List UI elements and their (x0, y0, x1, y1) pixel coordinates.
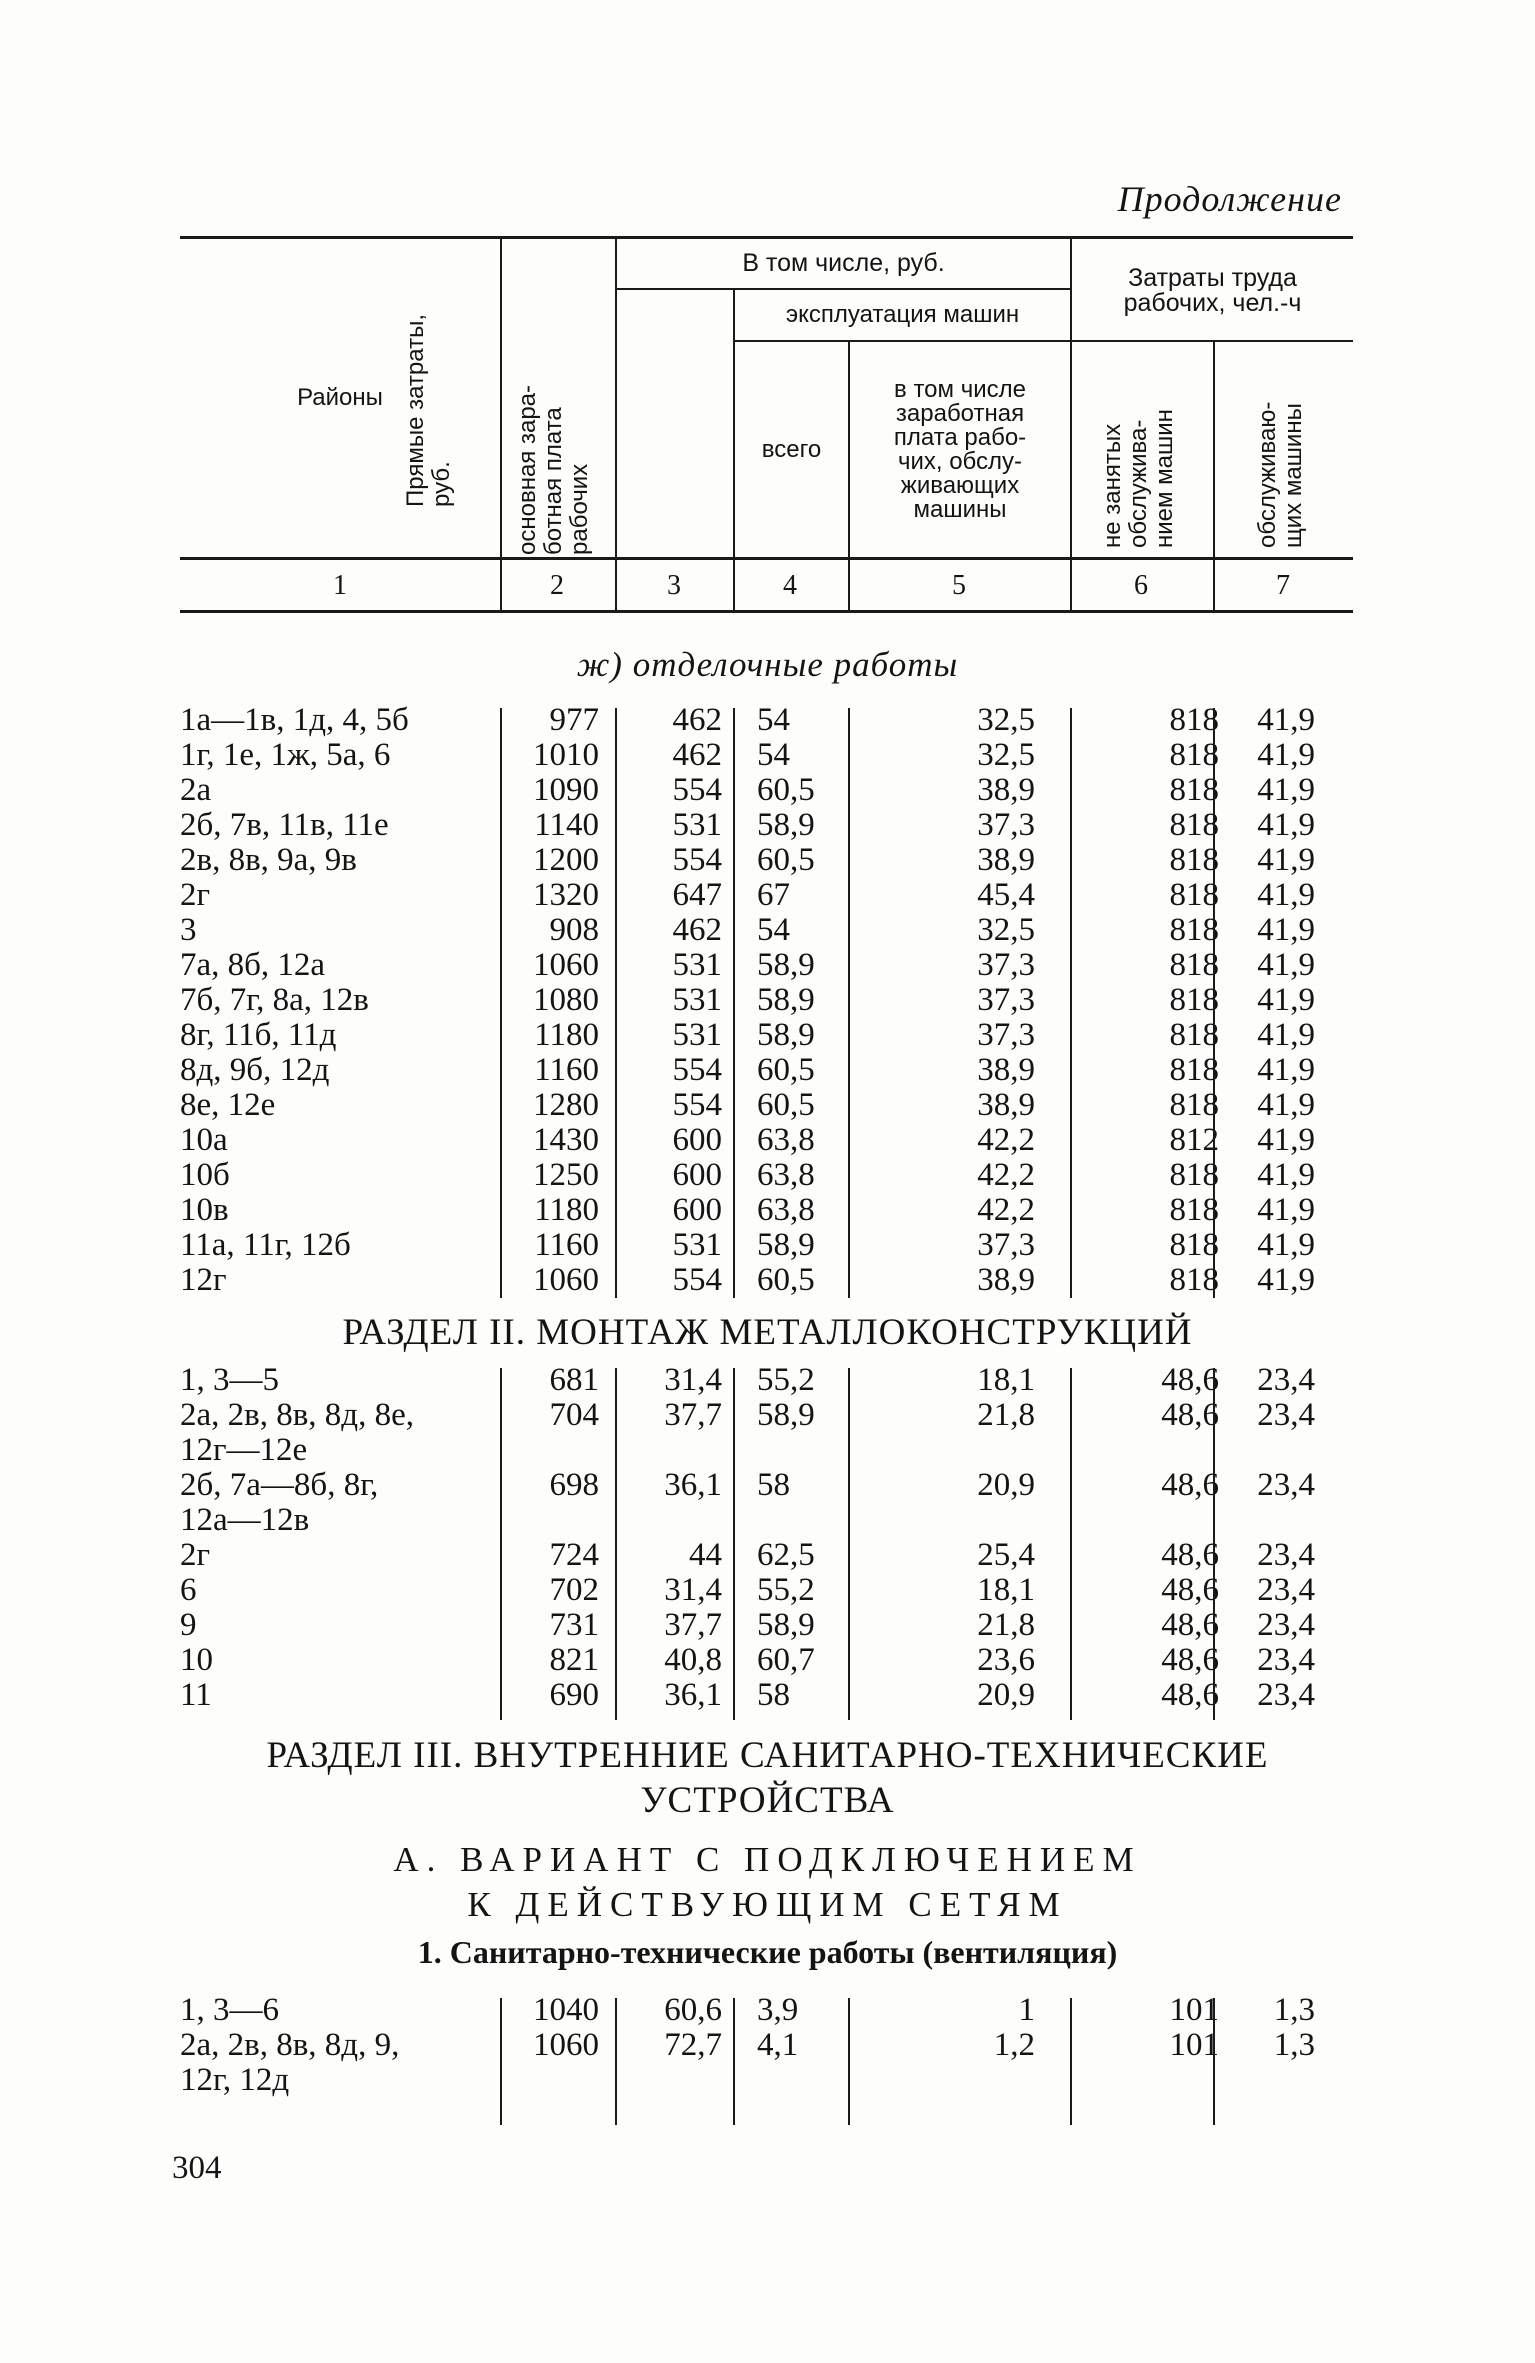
column-separator (500, 1368, 502, 1720)
header-labor (1072, 244, 1353, 338)
row-value-cell: 23,4 (1257, 1362, 1315, 1398)
row-region-cell: 10 (180, 1642, 213, 1678)
row-value-cell: 48,6 (1161, 1397, 1219, 1433)
row-value-cell: 731 (549, 1607, 599, 1643)
row-value-cell: 600 (672, 1157, 722, 1193)
variant-title-line: А. ВАРИАНТ С ПОДКЛЮЧЕНИЕМ (393, 1840, 1142, 1879)
row-value-cell: 48,6 (1161, 1537, 1219, 1573)
row-value-cell: 41,9 (1257, 1017, 1315, 1053)
row-value-cell: 818 (1169, 737, 1219, 773)
row-value-cell: 41,9 (1257, 912, 1315, 948)
header-col-machine-wage-line: живающих (900, 471, 1020, 499)
row-value-cell: 1280 (533, 1087, 599, 1123)
row-region-cell: 10б (180, 1157, 230, 1193)
row-value-cell: 531 (672, 982, 722, 1018)
row-value-cell: 41,9 (1257, 1087, 1315, 1123)
row-value-cell: 1080 (533, 982, 599, 1018)
row-value-cell: 818 (1169, 1227, 1219, 1263)
header-col-total-label: всего (761, 436, 822, 463)
row-value-cell: 42,2 (977, 1157, 1035, 1193)
header-col-machine-labor-line: обслуживаю- (1254, 401, 1281, 548)
subsection-title: 1. Санитарно-технические работы (вентиляция) (417, 1934, 1118, 1970)
row-region-cell: 10в (180, 1192, 229, 1228)
row-value-cell: 48,6 (1161, 1572, 1219, 1608)
row-value-cell: 41,9 (1257, 982, 1315, 1018)
header-col-machine-labor-line: щих машины (1280, 403, 1307, 548)
row-region-cell: 8г, 11б, 11д (180, 1017, 337, 1053)
header-bottom-rule (180, 557, 1353, 560)
row-value-cell: 38,9 (977, 1262, 1035, 1298)
header-in-total (617, 240, 1070, 286)
column-separator (1213, 1998, 1215, 2125)
row-region-cell: 2г (180, 1537, 211, 1573)
row-value-cell: 63,8 (757, 1157, 815, 1193)
row-region-cell: 1, 3—6 (180, 1992, 279, 2028)
column-number: 5 (952, 570, 966, 601)
row-region-cell: 12г—12е (180, 1432, 308, 1468)
row-region-cell: 2г (180, 877, 211, 913)
row-value-cell: 41,9 (1257, 772, 1315, 808)
row-region-cell: 12г, 12д (180, 2062, 290, 2098)
column-separator (1070, 1368, 1072, 1720)
row-value-cell: 818 (1169, 772, 1219, 808)
row-value-cell: 41,9 (1257, 877, 1315, 913)
row-value-cell: 38,9 (977, 1052, 1035, 1088)
row-value-cell: 18,1 (977, 1572, 1035, 1608)
header-col-total (735, 342, 848, 557)
row-value-cell: 531 (672, 807, 722, 843)
row-region-cell: 3 (180, 912, 197, 948)
row-value-cell: 818 (1169, 1262, 1219, 1298)
row-region-cell: 1г, 1е, 1ж, 5а, 6 (180, 737, 391, 773)
row-value-cell: 37,3 (977, 982, 1035, 1018)
row-value-cell: 37,3 (977, 1227, 1035, 1263)
row-value-cell: 23,4 (1257, 1537, 1315, 1573)
row-value-cell: 21,8 (977, 1607, 1035, 1643)
row-value-cell: 41,9 (1257, 1262, 1315, 1298)
row-value-cell: 58 (757, 1677, 790, 1713)
row-value-cell: 1060 (533, 947, 599, 983)
row-region-cell: 2б, 7в, 11в, 11е (180, 807, 389, 843)
row-value-cell: 1180 (534, 1017, 599, 1053)
header-divider (500, 238, 502, 610)
row-value-cell: 60,6 (664, 1992, 722, 2028)
row-value-cell: 58,9 (757, 1397, 815, 1433)
row-value-cell: 58,9 (757, 947, 815, 983)
row-value-cell: 23,4 (1257, 1677, 1315, 1713)
row-value-cell: 647 (672, 877, 722, 913)
row-value-cell: 818 (1169, 1087, 1219, 1123)
column-number: 1 (333, 570, 347, 601)
header-machine-ops-label: эксплуатация машин (785, 300, 1020, 328)
column-number: 6 (1134, 570, 1148, 601)
section-3-title (0, 1733, 1535, 1823)
row-region-cell: 12а—12в (180, 1502, 310, 1538)
column-number: 3 (667, 570, 681, 601)
column-separator (615, 1368, 617, 1720)
header-in-total-label: В том числе, руб. (742, 248, 945, 277)
row-value-cell: 818 (1169, 807, 1219, 843)
header-col-not-machine-line: нием машин (1151, 409, 1178, 548)
row-value-cell: 1090 (533, 772, 599, 808)
page-number: 304 (172, 2150, 222, 2186)
column-separator (500, 708, 502, 1298)
row-value-cell: 818 (1169, 702, 1219, 738)
row-value-cell: 531 (672, 1017, 722, 1053)
row-value-cell: 31,4 (664, 1572, 722, 1608)
row-value-cell: 36,1 (664, 1467, 722, 1503)
column-separator (1213, 1368, 1215, 1720)
row-value-cell: 23,4 (1257, 1397, 1315, 1433)
row-value-cell: 724 (549, 1537, 599, 1573)
row-value-cell: 1320 (533, 877, 599, 913)
row-value-cell: 1010 (533, 737, 599, 773)
header-col-machine-wage-line: машины (913, 495, 1007, 523)
column-separator (848, 1998, 850, 2125)
column-separator (615, 708, 617, 1298)
row-value-cell: 41,9 (1257, 702, 1315, 738)
header-col-machine-wage-line: в том числе (894, 375, 1026, 403)
row-value-cell: 58,9 (757, 807, 815, 843)
row-value-cell: 42,2 (977, 1122, 1035, 1158)
header-col-machine-wage-text (893, 375, 1027, 523)
row-value-cell: 41,9 (1257, 1227, 1315, 1263)
row-value-cell: 1060 (533, 1262, 599, 1298)
header-col-direct-costs-line: Прямые затраты, (402, 314, 429, 507)
row-value-cell: 101 (1169, 1992, 1219, 2028)
row-value-cell: 58 (757, 1467, 790, 1503)
row-value-cell: 1,3 (1273, 1992, 1315, 2028)
row-value-cell: 531 (672, 1227, 722, 1263)
row-value-cell: 23,4 (1257, 1642, 1315, 1678)
row-value-cell: 462 (672, 737, 722, 773)
row-value-cell: 48,6 (1161, 1642, 1219, 1678)
column-number: 4 (783, 570, 797, 601)
row-value-cell: 818 (1169, 947, 1219, 983)
row-value-cell: 1200 (533, 842, 599, 878)
row-value-cell: 63,8 (757, 1122, 815, 1158)
header-col-regions-label: Районы (297, 384, 383, 411)
row-value-cell: 554 (672, 842, 722, 878)
row-region-cell: 9 (180, 1607, 197, 1643)
row-value-cell: 37,3 (977, 947, 1035, 983)
row-value-cell: 1250 (533, 1157, 599, 1193)
header-divider (615, 238, 617, 610)
row-value-cell: 41,9 (1257, 807, 1315, 843)
row-value-cell: 818 (1169, 1052, 1219, 1088)
row-value-cell: 41,9 (1257, 737, 1315, 773)
row-value-cell: 58,9 (757, 1227, 815, 1263)
continuation-label: Продолжение (1117, 179, 1342, 219)
row-value-cell: 40,8 (664, 1642, 722, 1678)
row-value-cell: 38,9 (977, 842, 1035, 878)
header-col-not-machine (1100, 348, 1184, 548)
row-value-cell: 32,5 (977, 912, 1035, 948)
row-value-cell: 812 (1169, 1122, 1219, 1158)
row-value-cell: 554 (672, 1087, 722, 1123)
row-region-cell: 10а (180, 1122, 228, 1158)
row-value-cell: 1060 (533, 2027, 599, 2063)
row-value-cell: 698 (549, 1467, 599, 1503)
row-value-cell: 702 (549, 1572, 599, 1608)
row-value-cell: 60,5 (757, 1087, 815, 1123)
header-labor-label: Затраты труда рабочих, чел.-ч (1123, 264, 1302, 317)
row-value-cell: 48,6 (1161, 1677, 1219, 1713)
row-region-cell: 2в, 8в, 9а, 9в (180, 842, 357, 878)
row-value-cell: 41,9 (1257, 1192, 1315, 1228)
header-col-base-wage-line: основная зара- (514, 384, 541, 555)
header-col-machine-labor (1255, 348, 1313, 548)
row-value-cell: 101 (1169, 2027, 1219, 2063)
row-value-cell: 60,7 (757, 1642, 815, 1678)
row-value-cell: 600 (672, 1192, 722, 1228)
row-value-cell: 554 (672, 1052, 722, 1088)
column-separator (615, 1998, 617, 2125)
header-col-direct-costs-line: руб. (428, 461, 455, 507)
row-value-cell: 1160 (534, 1052, 599, 1088)
row-value-cell: 462 (672, 912, 722, 948)
row-value-cell: 60,5 (757, 1262, 815, 1298)
row-value-cell: 462 (672, 702, 722, 738)
header-divider (1213, 340, 1215, 610)
row-value-cell: 908 (549, 912, 599, 948)
row-value-cell: 818 (1169, 877, 1219, 913)
variant-title (0, 1837, 1535, 1927)
row-value-cell: 18,1 (977, 1362, 1035, 1398)
row-region-cell: 2а, 2в, 8в, 8д, 8е, (180, 1397, 414, 1433)
row-region-cell: 2а, 2в, 8в, 8д, 9, (180, 2027, 400, 2063)
row-value-cell: 3,9 (757, 1992, 799, 2028)
row-value-cell: 45,4 (977, 877, 1035, 913)
row-value-cell: 531 (672, 947, 722, 983)
header-col-base-wage-line: ботная плата (540, 407, 567, 555)
row-region-cell: 7а, 8б, 12а (180, 947, 326, 983)
row-value-cell: 37,7 (664, 1607, 722, 1643)
row-value-cell: 818 (1169, 1017, 1219, 1053)
row-region-cell: 8д, 9б, 12д (180, 1052, 330, 1088)
row-value-cell: 32,5 (977, 737, 1035, 773)
row-value-cell: 58,9 (757, 1017, 815, 1053)
row-region-cell: 11а, 11г, 12б (180, 1227, 351, 1263)
row-value-cell: 1040 (533, 1992, 599, 2028)
row-value-cell: 554 (672, 772, 722, 808)
header-col-base-wage (515, 335, 599, 555)
row-value-cell: 44 (689, 1537, 722, 1573)
row-value-cell: 37,3 (977, 807, 1035, 843)
column-separator (1070, 1998, 1072, 2125)
row-value-cell: 62,5 (757, 1537, 815, 1573)
column-number: 2 (550, 570, 564, 601)
section-2-title: РАЗДЕЛ II. МОНТАЖ МЕТАЛЛОКОНСТРУКЦИЙ (342, 1312, 1193, 1353)
row-value-cell: 821 (549, 1642, 599, 1678)
row-value-cell: 67 (757, 877, 790, 913)
row-value-cell: 60,5 (757, 772, 815, 808)
row-value-cell: 41,9 (1257, 842, 1315, 878)
section-3-title-line: РАЗДЕЛ III. ВНУТРЕННИЕ САНИТАРНО-ТЕХНИЧЕСКИЕ (266, 1735, 1269, 1776)
section-zh-title: ж) отделочные работы (576, 645, 959, 684)
column-separator (733, 1368, 735, 1720)
row-value-cell: 60,5 (757, 842, 815, 878)
column-separator (848, 708, 850, 1298)
row-region-cell: 2а (180, 772, 212, 808)
variant-title-line: К ДЕЙСТВУЮЩИМ СЕТЯМ (467, 1885, 1068, 1924)
row-value-cell: 23,4 (1257, 1467, 1315, 1503)
header-col-machine-wage-line: заработная (895, 399, 1025, 427)
header-col-direct-costs (403, 257, 463, 507)
column-separator (1070, 708, 1072, 1298)
row-value-cell: 20,9 (977, 1467, 1035, 1503)
row-value-cell: 23,4 (1257, 1572, 1315, 1608)
row-value-cell: 37,3 (977, 1017, 1035, 1053)
header-col-not-machine-line: обслужива- (1125, 419, 1152, 548)
row-value-cell: 36,1 (664, 1677, 722, 1713)
row-region-cell: 1а—1в, 1д, 4, 5б (180, 702, 409, 738)
row-value-cell: 38,9 (977, 772, 1035, 808)
row-region-cell: 7б, 7г, 8а, 12в (180, 982, 369, 1018)
header-col-machine-wage-line: плата рабо- (893, 423, 1027, 451)
column-separator (848, 1368, 850, 1720)
header-col-machine-wage-line: чих, обслу- (897, 447, 1023, 475)
row-value-cell: 60,5 (757, 1052, 815, 1088)
column-numbers-rule (180, 610, 1353, 613)
header-col-not-machine-line: не занятых (1099, 423, 1126, 548)
row-value-cell: 23,6 (977, 1642, 1035, 1678)
column-separator (1213, 708, 1215, 1298)
row-value-cell: 48,6 (1161, 1362, 1219, 1398)
row-region-cell: 1, 3—5 (180, 1362, 279, 1398)
row-value-cell: 681 (549, 1362, 599, 1398)
row-value-cell: 977 (549, 702, 599, 738)
row-value-cell: 42,2 (977, 1192, 1035, 1228)
row-value-cell: 818 (1169, 1192, 1219, 1228)
row-region-cell: 8е, 12е (180, 1087, 276, 1123)
row-value-cell: 818 (1169, 842, 1219, 878)
row-value-cell: 1 (1018, 1992, 1035, 2028)
row-value-cell: 31,4 (664, 1362, 722, 1398)
row-value-cell: 21,8 (977, 1397, 1035, 1433)
row-value-cell: 1,3 (1273, 2027, 1315, 2063)
row-region-cell: 6 (180, 1572, 197, 1608)
row-value-cell: 818 (1169, 982, 1219, 1018)
row-value-cell: 63,8 (757, 1192, 815, 1228)
row-value-cell: 48,6 (1161, 1607, 1219, 1643)
column-separator (733, 708, 735, 1298)
row-value-cell: 48,6 (1161, 1467, 1219, 1503)
column-separator (500, 1998, 502, 2125)
row-value-cell: 704 (549, 1397, 599, 1433)
row-value-cell: 818 (1169, 912, 1219, 948)
row-value-cell: 37,7 (664, 1397, 722, 1433)
row-value-cell: 818 (1169, 1157, 1219, 1193)
row-value-cell: 54 (757, 737, 790, 773)
row-value-cell: 54 (757, 912, 790, 948)
row-value-cell: 25,4 (977, 1537, 1035, 1573)
row-value-cell: 55,2 (757, 1362, 815, 1398)
row-value-cell: 20,9 (977, 1677, 1035, 1713)
header-machine-ops (735, 290, 1070, 338)
row-value-cell: 41,9 (1257, 1052, 1315, 1088)
row-value-cell: 41,9 (1257, 1157, 1315, 1193)
row-value-cell: 41,9 (1257, 1122, 1315, 1158)
row-region-cell: 11 (180, 1677, 212, 1713)
column-number: 7 (1276, 570, 1290, 601)
row-value-cell: 72,7 (664, 2027, 722, 2063)
row-region-cell: 12г (180, 1262, 227, 1298)
row-value-cell: 554 (672, 1262, 722, 1298)
section-3-title-line: УСТРОЙСТВА (640, 1780, 895, 1821)
row-value-cell: 32,5 (977, 702, 1035, 738)
header-subrule (1072, 340, 1353, 342)
row-value-cell: 600 (672, 1122, 722, 1158)
row-value-cell: 1430 (533, 1122, 599, 1158)
row-value-cell: 55,2 (757, 1572, 815, 1608)
row-value-cell: 1160 (534, 1227, 599, 1263)
row-value-cell: 41,9 (1257, 947, 1315, 983)
row-value-cell: 38,9 (977, 1087, 1035, 1123)
row-value-cell: 1,2 (993, 2027, 1035, 2063)
header-col-base-wage-line: рабочих (566, 463, 593, 555)
row-value-cell: 1180 (534, 1192, 599, 1228)
row-value-cell: 23,4 (1257, 1607, 1315, 1643)
row-region-cell: 2б, 7а—8б, 8г, (180, 1467, 379, 1503)
row-value-cell: 58,9 (757, 1607, 815, 1643)
header-col-machine-wage (850, 342, 1070, 557)
row-value-cell: 54 (757, 702, 790, 738)
column-separator (733, 1998, 735, 2125)
row-value-cell: 58,9 (757, 982, 815, 1018)
row-value-cell: 690 (549, 1677, 599, 1713)
row-value-cell: 4,1 (757, 2027, 799, 2063)
row-value-cell: 1140 (534, 807, 599, 843)
